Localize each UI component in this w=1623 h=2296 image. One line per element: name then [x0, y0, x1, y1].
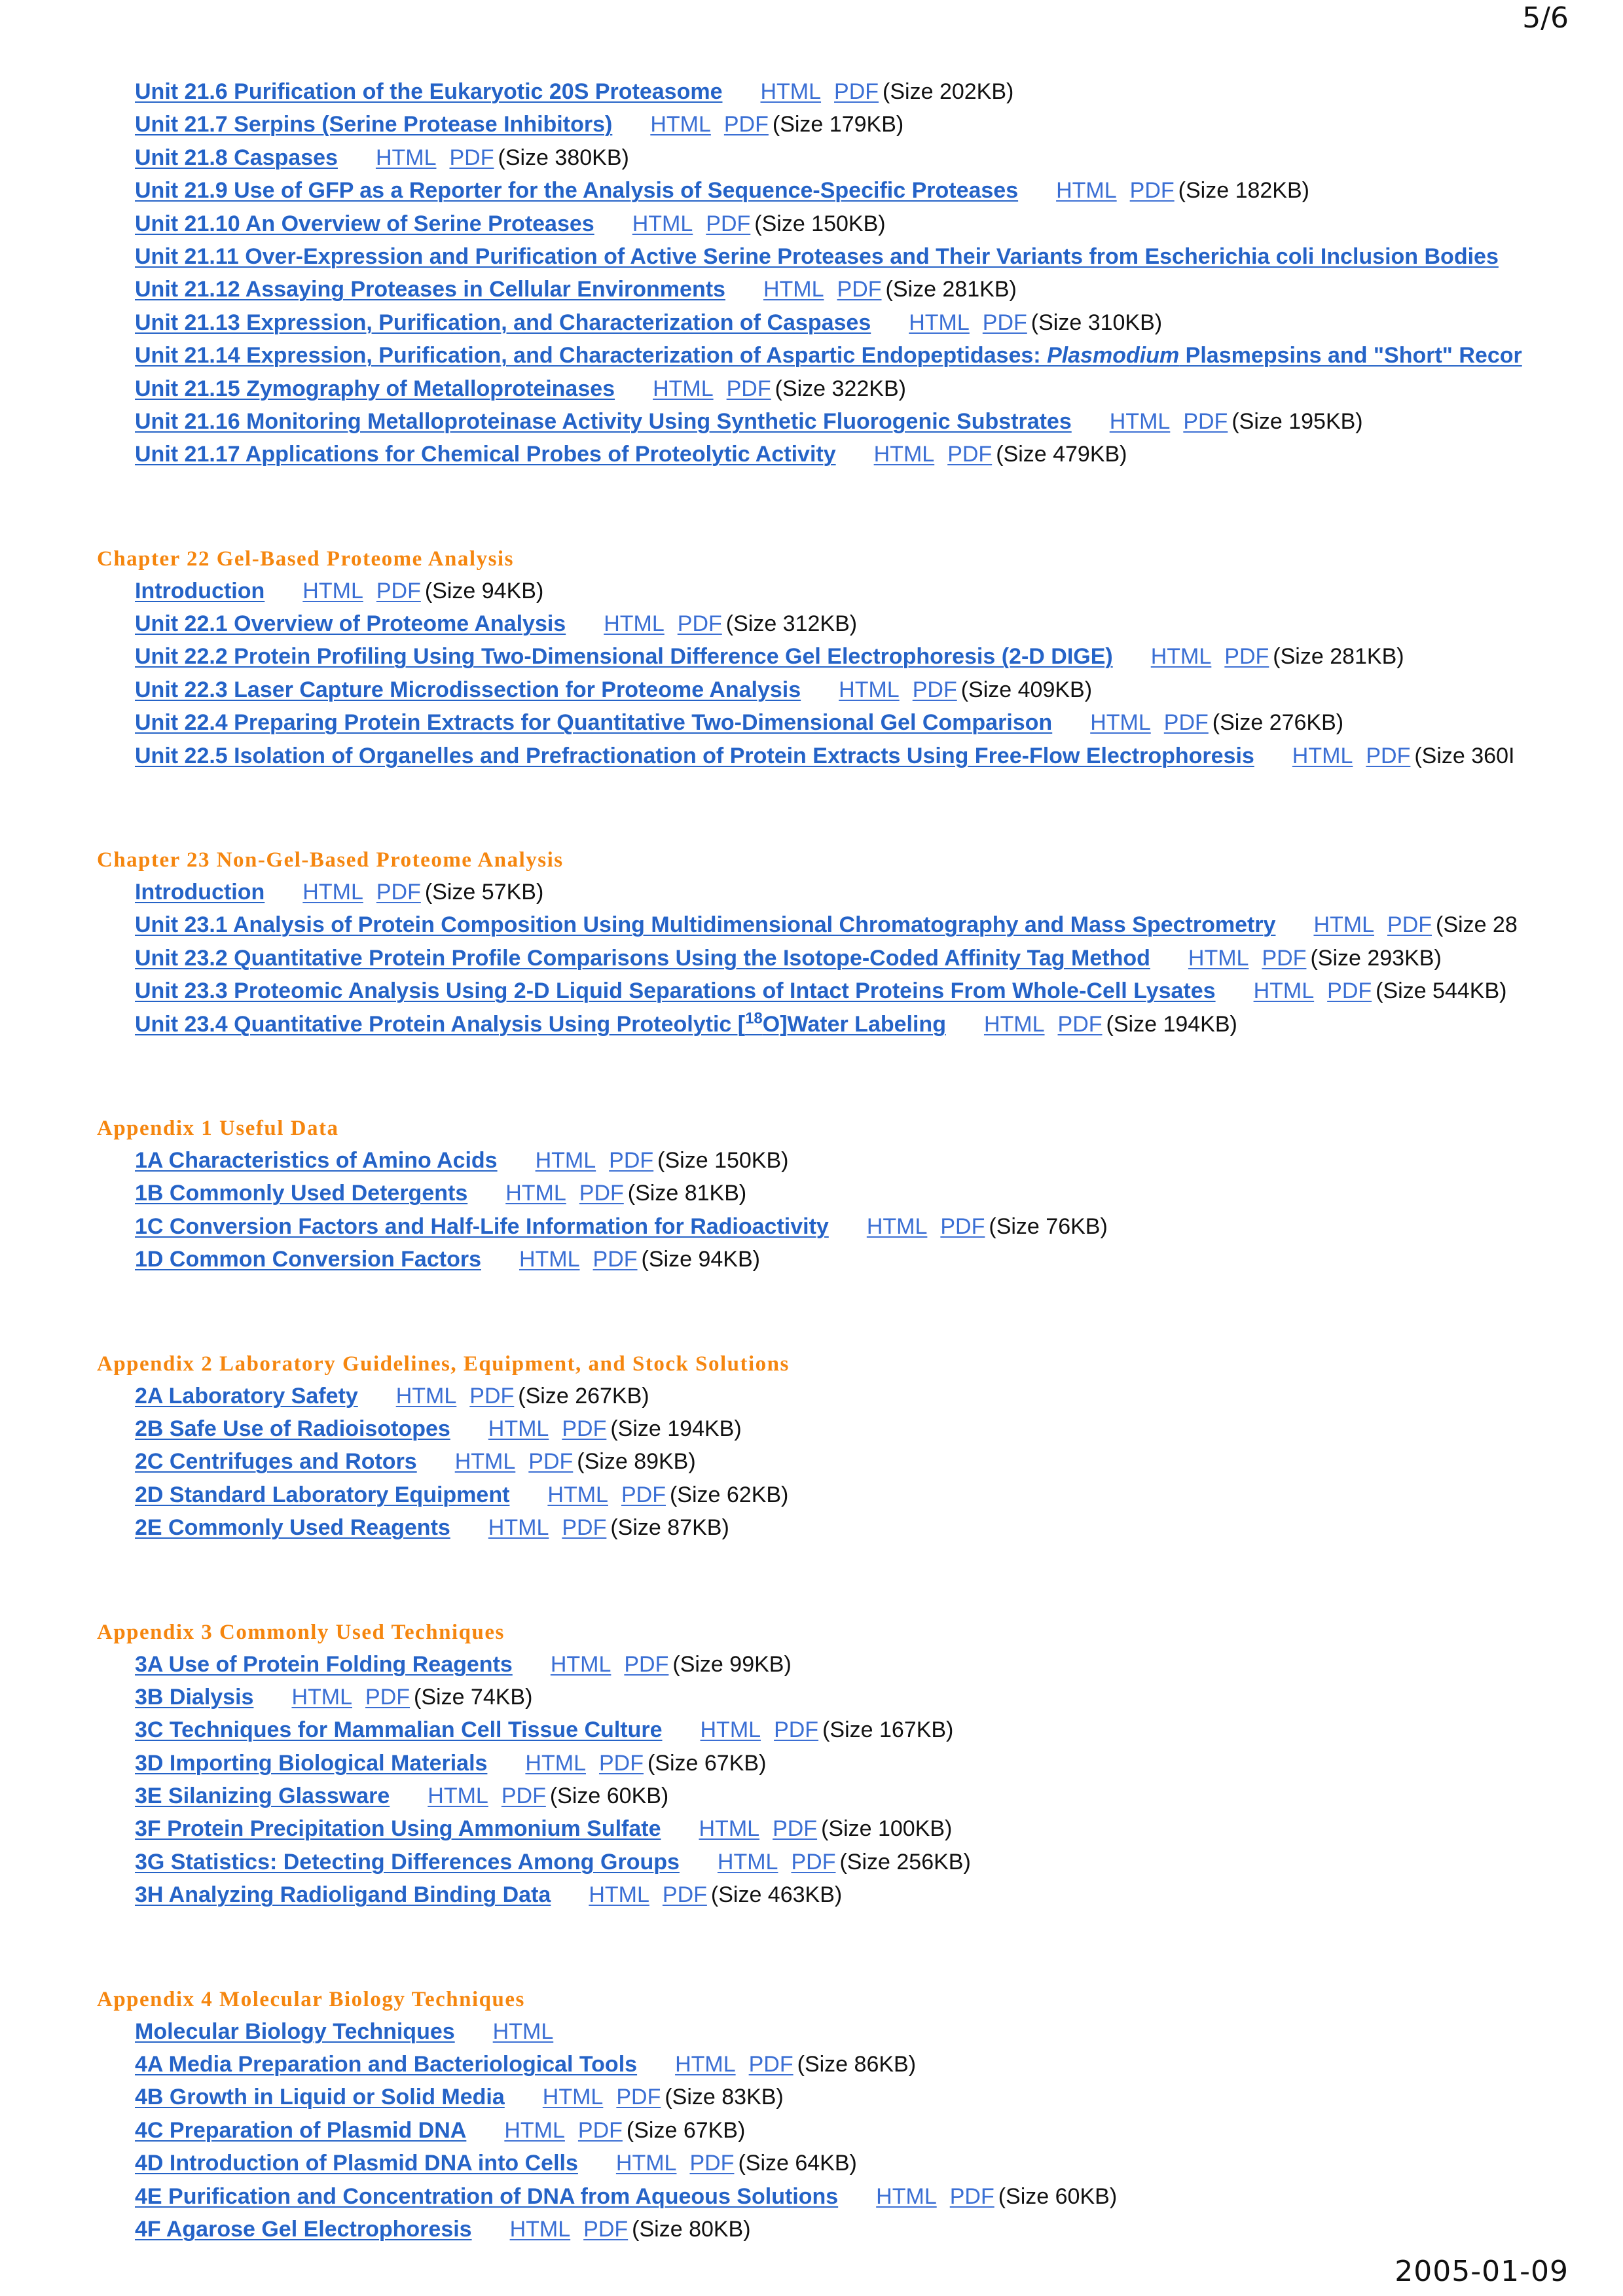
pdf-link[interactable]: PDF: [1327, 978, 1372, 1004]
file-size: (Size 281KB): [885, 277, 1017, 302]
file-size: (Size 322KB): [775, 376, 906, 401]
file-size: (Size 380KB): [498, 145, 629, 170]
pdf-link[interactable]: PDF: [598, 1750, 644, 1776]
file-size: (Size 194KB): [610, 1416, 742, 1441]
title-part: Plasmodium: [1047, 343, 1180, 368]
file-size: (Size 89KB): [577, 1449, 696, 1475]
pdf-link[interactable]: PDF: [689, 2151, 735, 2176]
unit-title-link[interactable]: Unit 22.5 Isolation of Organelles and Prefractionation of Protein Extracts Using Free-Flow Electrophoresis: [135, 743, 1254, 768]
unit-title-link[interactable]: Unit 21.10 An Overview of Serine Proteases: [135, 211, 594, 236]
toc-entry: [97, 876, 1557, 908]
toc-entry: [97, 1681, 1557, 1713]
pdf-link[interactable]: PDF: [449, 145, 494, 170]
unit-title-link[interactable]: 3E Silanizing Glassware: [135, 1784, 390, 1809]
toc-entry: [97, 1648, 1557, 1681]
pdf-link[interactable]: PDF: [1224, 644, 1269, 670]
unit-title-link[interactable]: 2B Safe Use of Radioisotopes: [135, 1416, 450, 1441]
file-size: (Size 99KB): [672, 1651, 792, 1677]
html-link[interactable]: HTML: [1150, 644, 1212, 670]
toc-entry: [97, 1144, 1557, 1177]
unit-title-link[interactable]: 1C Conversion Factors and Half-Life Information for Radioactivity: [135, 1213, 829, 1239]
toc-entry: [97, 607, 1557, 640]
html-link[interactable]: HTML: [1188, 945, 1249, 971]
html-link[interactable]: HTML: [395, 1383, 457, 1408]
pdf-link[interactable]: PDF: [677, 611, 722, 637]
html-link[interactable]: HTML: [492, 2018, 554, 2044]
html-link[interactable]: HTML: [717, 1849, 778, 1874]
html-link[interactable]: HTML: [866, 1213, 928, 1239]
unit-title-link[interactable]: 2D Standard Laboratory Equipment: [135, 1482, 510, 1507]
file-size: (Size 267KB): [518, 1383, 649, 1408]
file-size: (Size 76KB): [989, 1213, 1108, 1239]
pdf-link[interactable]: PDF: [726, 376, 771, 401]
page-number: 5/6: [1522, 1, 1569, 35]
toc-entry: [97, 2114, 1557, 2147]
pdf-link[interactable]: PDF: [583, 2216, 629, 2242]
pdf-link[interactable]: PDF: [621, 1482, 666, 1507]
toc-entry: [97, 1747, 1557, 1780]
unit-title-link[interactable]: Unit 22.4 Preparing Protein Extracts for Quantitative Two-Dimensional Gel Comparison: [135, 710, 1053, 736]
pdf-link[interactable]: PDF: [662, 1882, 707, 1908]
pdf-link[interactable]: PDF: [834, 79, 879, 104]
toc-entry: [97, 405, 1557, 438]
toc-entry: [97, 1412, 1557, 1445]
pdf-link[interactable]: PDF: [624, 1651, 669, 1677]
file-size: (Size 67KB): [647, 1750, 767, 1776]
unit-title-link[interactable]: Unit 21.13 Expression, Purification, and Characterization of Caspases: [135, 310, 871, 335]
unit-title-link[interactable]: Unit 21.6 Purification of the Eukaryotic 20S Proteasome: [135, 79, 723, 104]
title-part: O]Water Labeling: [762, 1011, 946, 1037]
toc-entry: [97, 141, 1557, 174]
html-link[interactable]: HTML: [291, 1684, 353, 1710]
footer-date: 2005-01-09: [1395, 2255, 1569, 2288]
toc-section: [97, 1617, 1557, 1912]
pdf-link[interactable]: PDF: [528, 1449, 574, 1475]
html-link[interactable]: HTML: [589, 1882, 649, 1908]
toc-entry: [97, 1210, 1557, 1243]
file-size: (Size 67KB): [626, 2117, 746, 2143]
unit-title-link[interactable]: Molecular Biology Techniques: [135, 2018, 455, 2044]
file-size: (Size 94KB): [424, 578, 544, 603]
toc-section: [97, 1348, 1557, 1545]
toc-entry: [97, 575, 1557, 607]
unit-title-link[interactable]: 2E Commonly Used Reagents: [135, 1515, 450, 1541]
unit-title-link[interactable]: Unit 21.9 Use of GFP as a Reporter for the Analysis of Sequence-Specific Proteases: [135, 178, 1019, 204]
toc-entry: [97, 174, 1557, 207]
unit-title-link[interactable]: Unit 22.1 Overview of Proteome Analysis: [135, 611, 566, 637]
html-link[interactable]: HTML: [488, 1515, 549, 1541]
pdf-link[interactable]: PDF: [982, 310, 1027, 335]
html-link[interactable]: HTML: [1056, 178, 1117, 204]
toc-entry: [97, 908, 1557, 941]
pdf-link[interactable]: PDF: [912, 677, 957, 702]
file-size: (Size 150KB): [657, 1147, 789, 1173]
unit-title-link[interactable]: Unit 21.15 Zymography of Metalloproteinases: [135, 376, 615, 401]
toc-entry: [97, 108, 1557, 141]
toc-entry: [97, 1780, 1557, 1812]
unit-title-link[interactable]: Unit 22.3 Laser Capture Microdissection for Proteome Analysis: [135, 677, 801, 702]
html-link[interactable]: HTML: [653, 376, 714, 401]
file-size: (Size 28: [1436, 912, 1518, 938]
html-link[interactable]: HTML: [428, 1784, 488, 1809]
pdf-link[interactable]: PDF: [748, 2052, 793, 2077]
file-size: (Size 276KB): [1212, 710, 1344, 736]
unit-title-link[interactable]: 1D Common Conversion Factors: [135, 1247, 481, 1272]
pdf-link[interactable]: PDF: [706, 211, 751, 236]
pdf-link[interactable]: PDF: [773, 1816, 818, 1842]
unit-title-link[interactable]: Unit 21.12 Assaying Proteases in Cellular Environments: [135, 277, 725, 302]
toc-entry: [97, 1846, 1557, 1878]
toc-entry: [97, 942, 1557, 975]
pdf-link[interactable]: PDF: [940, 1213, 985, 1239]
toc-section: [97, 543, 1557, 772]
html-link[interactable]: HTML: [542, 2085, 604, 2110]
html-link[interactable]: HTML: [505, 1181, 566, 1206]
toc-section: [97, 844, 1557, 1041]
html-link[interactable]: HTML: [547, 1482, 608, 1507]
toc-entry: [97, 2015, 1557, 2048]
unit-title-link[interactable]: 3C Techniques for Mammalian Cell Tissue Culture: [135, 1717, 663, 1743]
pdf-link[interactable]: PDF: [723, 112, 769, 137]
pdf-link[interactable]: PDF: [365, 1684, 410, 1710]
html-link[interactable]: HTML: [302, 880, 363, 905]
file-size: (Size 479KB): [996, 442, 1127, 467]
file-size: (Size 360I: [1414, 743, 1515, 768]
unit-title-link[interactable]: Unit 21.17 Applications for Chemical Probes of Proteolytic Activity: [135, 442, 836, 467]
html-link[interactable]: HTML: [1109, 408, 1171, 434]
pdf-link[interactable]: PDF: [1129, 178, 1175, 204]
unit-title-link[interactable]: 4A Media Preparation and Bacteriological Tools: [135, 2052, 638, 2077]
toc-entry: [97, 1380, 1557, 1412]
html-link[interactable]: HTML: [375, 145, 437, 170]
html-link[interactable]: HTML: [525, 1750, 586, 1776]
html-link[interactable]: HTML: [535, 1147, 596, 1173]
pdf-link[interactable]: PDF: [1057, 1011, 1103, 1037]
html-link[interactable]: HTML: [454, 1449, 516, 1475]
unit-title-link[interactable]: [135, 343, 1522, 368]
pdf-link[interactable]: PDF: [791, 1849, 836, 1874]
toc-entry: [97, 975, 1557, 1007]
file-size: (Size 100KB): [821, 1816, 953, 1842]
file-size: (Size 182KB): [1178, 178, 1309, 204]
file-size: (Size 293KB): [1310, 945, 1442, 971]
html-link[interactable]: HTML: [763, 277, 824, 302]
pdf-link[interactable]: PDF: [562, 1515, 607, 1541]
html-link[interactable]: HTML: [550, 1651, 611, 1677]
file-size: (Size 409KB): [960, 677, 1093, 702]
file-size: (Size 312KB): [725, 611, 858, 637]
html-link[interactable]: HTML: [909, 310, 970, 335]
unit-title-link[interactable]: Unit 21.11 Over-Expression and Purification of Active Serine Proteases and Their Variants from Escherichia coli Inclusion Bodies: [135, 243, 1499, 269]
toc-entry: [97, 306, 1557, 339]
html-link[interactable]: HTML: [615, 2151, 677, 2176]
section-heading: Appendix 2 Laboratory Guidelines, Equipment, and Stock Solutions: [97, 1352, 790, 1376]
toc-entry: [97, 1445, 1557, 1478]
unit-title-link[interactable]: Unit 22.2 Protein Profiling Using Two-Dimensional Difference Gel Electrophoresis (2-D DIGE): [135, 644, 1113, 670]
toc-entry: [97, 706, 1557, 739]
toc-entry: [97, 673, 1557, 706]
file-size: (Size 167KB): [822, 1717, 954, 1743]
html-link[interactable]: HTML: [876, 2183, 937, 2209]
pdf-link[interactable]: PDF: [1183, 408, 1228, 434]
unit-title-link[interactable]: Unit 23.3 Proteomic Analysis Using 2-D Liquid Separations of Intact Proteins From Whole-Cell Lysates: [135, 978, 1216, 1004]
section-heading: Chapter 23 Non-Gel-Based Proteome Analysis: [97, 848, 564, 872]
toc-entry: [97, 438, 1557, 471]
unit-title-link[interactable]: 4E Purification and Concentration of DNA from Aqueous Solutions: [135, 2183, 839, 2209]
toc-entry: [97, 1177, 1557, 1210]
file-size: (Size 150KB): [754, 211, 886, 236]
html-link[interactable]: HTML: [504, 2117, 565, 2143]
unit-title-link[interactable]: 4D Introduction of Plasmid DNA into Cells: [135, 2151, 578, 2176]
unit-title-link[interactable]: Unit 21.8 Caspases: [135, 145, 338, 170]
html-link[interactable]: HTML: [509, 2216, 571, 2242]
file-size: (Size 463KB): [710, 1882, 843, 1908]
toc-entry: [97, 2180, 1557, 2213]
title-part: Plasmepsins and "Short" Recor: [1179, 343, 1522, 368]
section-heading: Appendix 3 Commonly Used Techniques: [97, 1620, 505, 1644]
html-link[interactable]: HTML: [1313, 912, 1375, 938]
file-size: (Size 194KB): [1106, 1011, 1237, 1037]
toc-entry: [97, 740, 1557, 772]
toc-entry: [97, 2147, 1557, 2179]
file-size: (Size 57KB): [424, 880, 544, 905]
unit-title-link[interactable]: 2C Centrifuges and Rotors: [135, 1449, 417, 1475]
toc-entry: [97, 1479, 1557, 1511]
file-size: (Size 544KB): [1376, 978, 1507, 1004]
pdf-link[interactable]: PDF: [1262, 945, 1307, 971]
toc-entry: [97, 339, 1557, 372]
html-link[interactable]: HTML: [699, 1816, 760, 1842]
html-link[interactable]: HTML: [700, 1717, 761, 1743]
unit-title-link[interactable]: 3H Analyzing Radioligand Binding Data: [135, 1882, 551, 1908]
file-size: (Size 195KB): [1231, 408, 1363, 434]
unit-title-link[interactable]: 3A Use of Protein Folding Reagents: [135, 1651, 513, 1677]
html-link[interactable]: HTML: [604, 611, 665, 637]
unit-title-link[interactable]: 3G Statistics: Detecting Differences Among Groups: [135, 1849, 680, 1874]
unit-title-link[interactable]: 4C Preparation of Plasmid DNA: [135, 2117, 467, 2143]
html-link[interactable]: HTML: [873, 442, 935, 467]
pdf-link[interactable]: PDF: [947, 442, 993, 467]
html-link[interactable]: HTML: [519, 1247, 580, 1272]
pdf-link[interactable]: PDF: [1387, 912, 1432, 938]
pdf-link[interactable]: PDF: [1366, 743, 1411, 768]
file-size: (Size 60KB): [549, 1784, 669, 1809]
unit-title-link[interactable]: Unit 21.7 Serpins (Serine Protease Inhibitors): [135, 112, 613, 137]
pdf-link[interactable]: PDF: [609, 1147, 654, 1173]
pdf-link[interactable]: PDF: [949, 2183, 994, 2209]
unit-title-link[interactable]: Unit 23.1 Analysis of Protein Composition Using Multidimensional Chromatography and Mass Spectrometry: [135, 912, 1276, 938]
file-size: (Size 87KB): [610, 1515, 729, 1541]
pdf-link[interactable]: PDF: [501, 1784, 546, 1809]
title-part: Unit 23.4 Quantitative Protein Analysis Using Proteolytic [: [135, 1011, 746, 1037]
file-size: (Size 62KB): [669, 1482, 789, 1507]
pdf-link[interactable]: PDF: [837, 277, 882, 302]
pdf-link[interactable]: PDF: [593, 1247, 638, 1272]
unit-title-link[interactable]: 3B Dialysis: [135, 1684, 254, 1710]
toc-entry: [97, 1878, 1557, 1911]
table-of-contents: [97, 75, 1557, 2246]
file-size: (Size 256KB): [839, 1849, 971, 1874]
toc-entry: [97, 2213, 1557, 2246]
unit-title-link[interactable]: Unit 23.2 Quantitative Protein Profile Comparisons Using the Isotope-Coded Affinity Tag Method: [135, 945, 1150, 971]
pdf-link[interactable]: PDF: [469, 1383, 515, 1408]
file-size: (Size 83KB): [665, 2085, 784, 2110]
html-link[interactable]: HTML: [302, 578, 363, 603]
toc-entry: [97, 1812, 1557, 1845]
unit-title-link[interactable]: 4B Growth in Liquid or Solid Media: [135, 2085, 505, 2110]
file-size: (Size 202KB): [883, 79, 1014, 104]
toc-entry: [97, 240, 1557, 273]
toc-entry: [97, 75, 1557, 108]
pdf-link[interactable]: PDF: [579, 1181, 624, 1206]
toc-entry: [97, 2048, 1557, 2081]
toc-entry: [97, 372, 1557, 405]
pdf-link[interactable]: PDF: [774, 1717, 819, 1743]
html-link[interactable]: HTML: [839, 677, 900, 702]
file-size: (Size 74KB): [414, 1684, 533, 1710]
section-heading: Appendix 4 Molecular Biology Techniques: [97, 1987, 525, 2011]
pdf-link[interactable]: PDF: [616, 2085, 661, 2110]
unit-title-link[interactable]: 3D Importing Biological Materials: [135, 1750, 488, 1776]
section-heading: Appendix 1 Useful Data: [97, 1116, 339, 1140]
unit-title-link[interactable]: 1A Characteristics of Amino Acids: [135, 1147, 498, 1173]
html-link[interactable]: HTML: [632, 211, 693, 236]
html-link[interactable]: HTML: [675, 2052, 736, 2077]
file-size: (Size 64KB): [738, 2151, 857, 2176]
unit-title-link[interactable]: Unit 21.16 Monitoring Metalloproteinase Activity Using Synthetic Fluorogenic Substrates: [135, 408, 1072, 434]
superscript: 18: [745, 1009, 763, 1028]
pdf-link[interactable]: PDF: [376, 880, 421, 905]
unit-title-link[interactable]: [135, 1009, 946, 1037]
html-link[interactable]: HTML: [1253, 978, 1315, 1004]
file-size: (Size 86KB): [797, 2052, 917, 2077]
file-size: (Size 281KB): [1273, 644, 1404, 670]
file-size: (Size 60KB): [998, 2183, 1118, 2209]
html-link[interactable]: HTML: [983, 1011, 1045, 1037]
unit-title-link[interactable]: Introduction: [135, 880, 265, 905]
html-link[interactable]: HTML: [650, 112, 711, 137]
unit-title-link[interactable]: 4F Agarose Gel Electrophoresis: [135, 2216, 472, 2242]
title-part: Unit 21.14 Expression, Purification, and Characterization of Aspartic Endopeptidases:: [135, 343, 1048, 368]
unit-title-link[interactable]: 1B Commonly Used Detergents: [135, 1181, 468, 1206]
toc-entry: [97, 1243, 1557, 1276]
html-link[interactable]: HTML: [760, 79, 822, 104]
unit-title-link[interactable]: Introduction: [135, 578, 265, 603]
html-link[interactable]: HTML: [1292, 743, 1353, 768]
html-link[interactable]: HTML: [488, 1416, 549, 1441]
file-size: (Size 94KB): [641, 1247, 760, 1272]
pdf-link[interactable]: PDF: [562, 1416, 607, 1441]
toc-entry: [97, 1008, 1557, 1041]
pdf-link[interactable]: PDF: [1163, 710, 1209, 736]
file-size: (Size 310KB): [1030, 310, 1163, 335]
toc-entry: [97, 640, 1557, 673]
file-size: (Size 80KB): [632, 2216, 751, 2242]
pdf-link[interactable]: PDF: [376, 578, 421, 603]
toc-entry: [97, 207, 1557, 240]
toc-entry: [97, 2081, 1557, 2113]
file-size: (Size 179KB): [772, 112, 904, 137]
toc-entry: [97, 1511, 1557, 1544]
unit-title-link[interactable]: 2A Laboratory Safety: [135, 1383, 358, 1408]
toc-section: [97, 1113, 1557, 1276]
toc-entry: [97, 273, 1557, 306]
toc-section: [97, 75, 1557, 471]
unit-title-link[interactable]: 3F Protein Precipitation Using Ammonium Sulfate: [135, 1816, 661, 1842]
toc-section: [97, 1984, 1557, 2246]
section-heading: Chapter 22 Gel-Based Proteome Analysis: [97, 547, 514, 571]
toc-entry: [97, 1713, 1557, 1746]
file-size: (Size 81KB): [627, 1181, 747, 1206]
html-link[interactable]: HTML: [1090, 710, 1151, 736]
pdf-link[interactable]: PDF: [577, 2117, 623, 2143]
